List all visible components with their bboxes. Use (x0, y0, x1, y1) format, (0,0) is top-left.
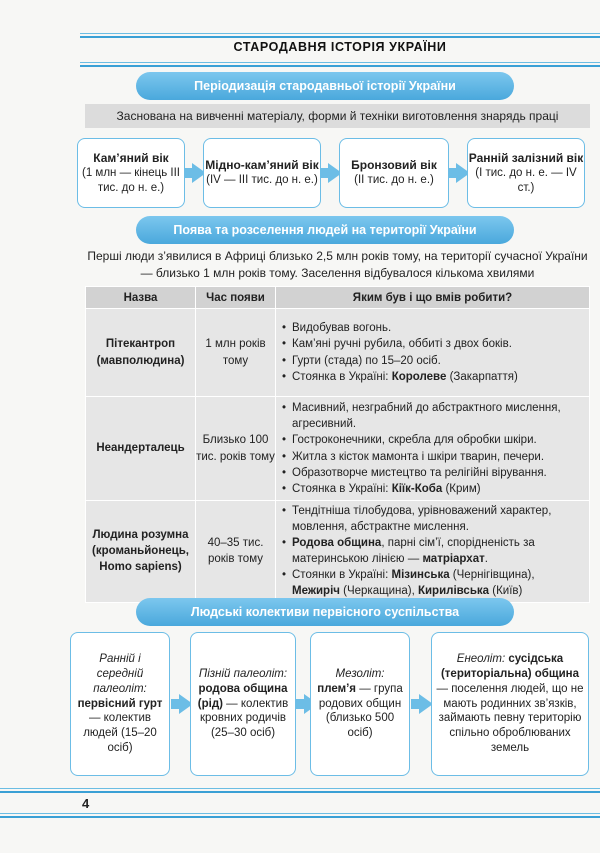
top-rule (80, 36, 600, 38)
period-name: Кам’яний вік (93, 151, 169, 166)
row-time: 40–35 тис. років тому (196, 501, 276, 603)
collective-box: Ранній і середній палеоліт: первісний гурт — колектив людей (15–20 осіб) (70, 632, 170, 776)
list-item: • Родова община, парні сім’ї, спорідненість за материнською лінією — матріархат. (282, 535, 585, 567)
collective-box: Енеоліт: сусідська (територіальна) община — поселення людей, що не мають родинних зв’язків, займають певну територію спільно оброблюваних земель (431, 632, 589, 776)
list-item: • Тендітніша тілобудова, урівноважений характер, мовлення, абстрактне мислення. (282, 503, 585, 535)
row-name: Людина розумна (кроманьйонець, Homo sapiens) (86, 501, 196, 603)
period-name: Мідно-кам’яний вік (205, 158, 319, 173)
row-name: Пітекантроп (мавполюдина) (86, 309, 196, 397)
column-header: Назва (86, 287, 196, 309)
list-item: • Житла з кісток мамонта і шкіри тварин, печери. (282, 449, 585, 465)
period-copper-age (203, 138, 321, 208)
section-settlement-title: Поява та розселення людей на території України (136, 216, 514, 244)
period-iron-age (467, 138, 585, 208)
period-dates: (1 млн — кінець III тис. до н. е.) (82, 167, 180, 194)
list-item: • Стоянки в Україні: Мізинська (Чернігівщина), Межиріч (Черкащина), Кирилівська (Київ) (282, 567, 585, 599)
top-rule (80, 62, 600, 63)
period-name: Ранній залізний вік (468, 151, 584, 166)
chapter-title: СТАРОДАВНЯ ІСТОРІЯ УКРАЇНИ (233, 40, 447, 54)
period-dates: (II тис. до н. е.) (354, 174, 434, 187)
top-rule (80, 65, 600, 67)
period-dates: (I тис. до н. е. — IV ст.) (475, 167, 577, 194)
period-bronze-age (339, 138, 449, 208)
list-item: • Кам’яні ручні рубила, оббиті з двох боків. (282, 336, 585, 352)
period-stone-age (77, 138, 185, 208)
row-description (276, 309, 590, 397)
row-description (276, 397, 590, 501)
period-name: Бронзовий вік (351, 158, 437, 173)
table-row (86, 309, 590, 397)
human-types-table (85, 286, 590, 603)
column-header: Яким був і що вмів робити? (276, 287, 590, 309)
row-time: Близько 100 тис. років тому (196, 397, 276, 501)
row-name: Неандерталець (86, 397, 196, 501)
list-item: • Гостроконечники, скребла для обробки шкіри. (282, 432, 585, 448)
list-item: • Видобував вогонь. (282, 320, 585, 336)
list-item: • Гурти (стада) по 15–20 осіб. (282, 353, 585, 369)
column-header: Час появи (196, 287, 276, 309)
settlement-intro: Перші люди з’явилися в Африці близько 2,5 млн років тому, на території сучасної України — близько 1 млн років тому. Заселення відбувалося кількома хвилями (87, 249, 588, 280)
bottom-rule (0, 816, 600, 818)
row-time: 1 млн років тому (196, 309, 276, 397)
bottom-rule (0, 813, 600, 814)
page-number: 4 (82, 796, 90, 811)
bottom-rule (0, 791, 600, 793)
section-periodization-title: Періодизація стародавньої історії України (136, 72, 514, 100)
bottom-rule (0, 788, 600, 789)
collective-box: Пізній палеоліт: родова община (рід) — колектив кровних родичів (25–30 осіб) (190, 632, 296, 776)
table-row (86, 397, 590, 501)
collective-box: Мезоліт: плем’я — група родових общин (близько 500 осіб) (310, 632, 410, 776)
list-item: • Стоянка в Україні: Кіїк-Коба (Крим) (282, 481, 585, 497)
list-item: • Образотворче мистецтво та релігійні вірування. (282, 465, 585, 481)
table-row (86, 501, 590, 603)
table-header-row (86, 287, 590, 309)
period-dates: (IV — III тис. до н. е.) (206, 174, 318, 187)
row-description (276, 501, 590, 603)
top-rule (80, 33, 600, 34)
list-item: • Масивний, незграбний до абстрактного мислення, агресивний. (282, 400, 585, 432)
list-item: • Стоянка в Україні: Королеве (Закарпаття) (282, 369, 585, 385)
section-collectives-title: Людські колективи первісного суспільства (136, 598, 514, 626)
periodization-subtitle: Заснована на вивченні матеріалу, форми й техніки виготовлення знарядь праці (85, 104, 590, 128)
